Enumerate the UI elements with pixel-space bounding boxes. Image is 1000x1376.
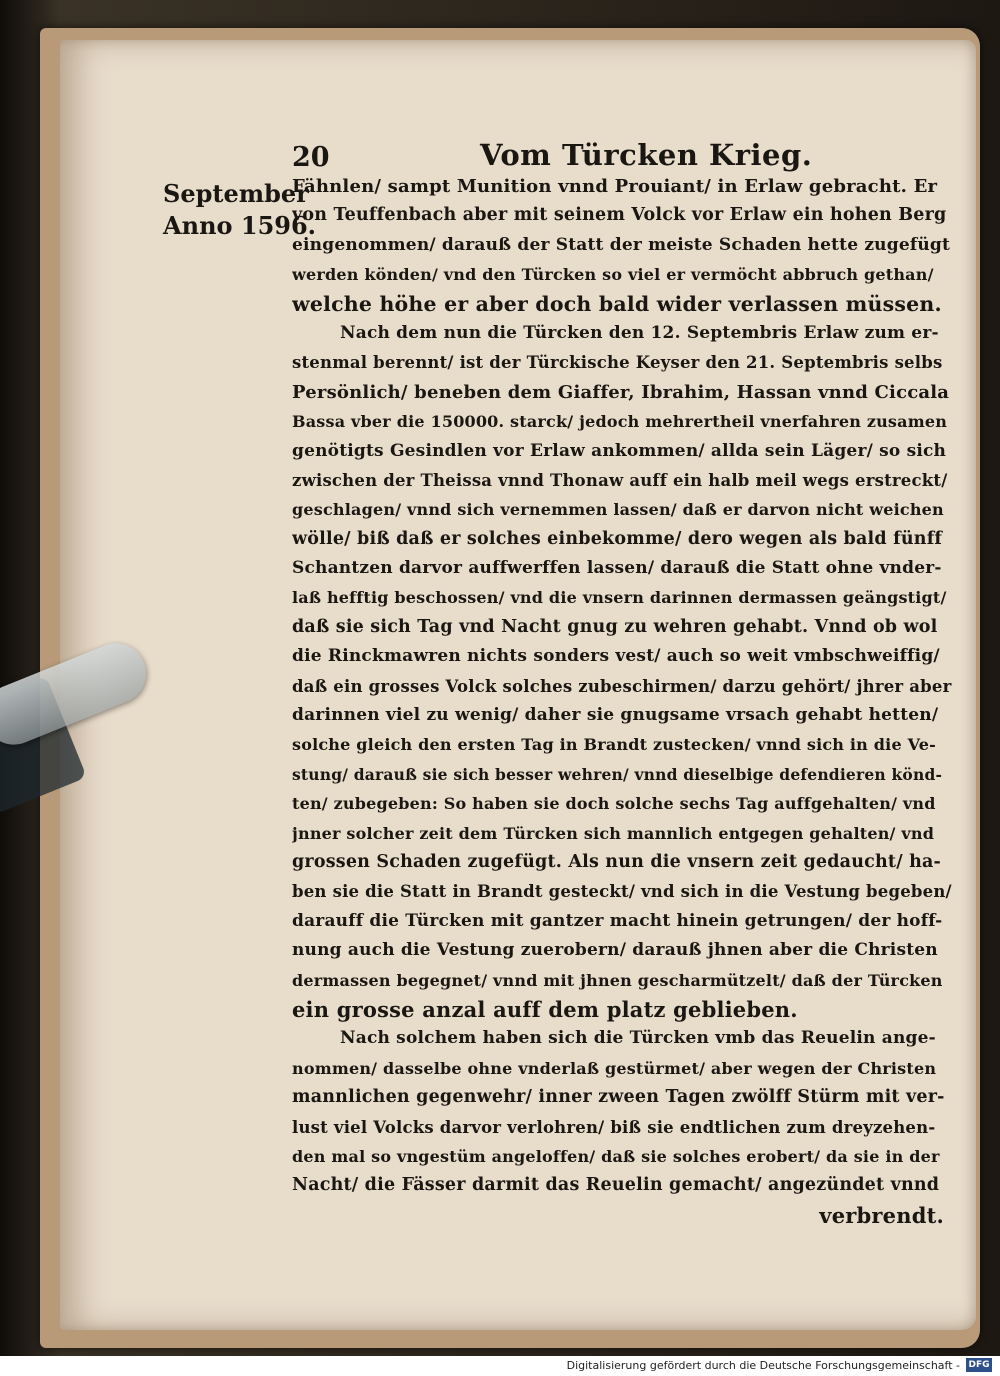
text-line: mannlichen gegenwehr/ inner zween Tagen zwölff Stürm mit ver-	[292, 1087, 945, 1108]
text-line: geschlagen/ vnnd sich vernemmen lassen/ daß er darvon nicht weichen	[292, 500, 944, 520]
text-line: Nacht/ die Fässer darmit das Reuelin gemacht/ angezündet vnnd	[292, 1175, 940, 1196]
text-line: lust viel Volcks darvor verlohren/ biß sie endtlichen zum dreyzehen-	[292, 1117, 936, 1137]
text-line: dermassen begegnet/ vnnd mit jhnen gescharmützelt/ daß der Türcken	[292, 970, 943, 990]
text-line: nommen/ dasselbe ohne vnderlaß gestürmet/ aber wegen der Christen	[292, 1058, 937, 1078]
text-line: die Rinckmawren nichts sonders vest/ auch so weit vmbschweiffig/	[292, 646, 940, 667]
text-line: grossen Schaden zugefügt. Als nun die vnsern zeit gedaucht/ ha-	[292, 851, 942, 872]
text-line: darauff die Türcken mit gantzer macht hinein getrungen/ der hoff-	[292, 910, 943, 931]
text-line: ben sie die Statt in Brandt gesteckt/ vnd sich in die Vestung begeben/	[292, 882, 952, 902]
text-line: Bassa vber die 150000. starck/ jedoch mehrertheil vnerfahren zusamen	[292, 412, 948, 432]
running-head: Vom Türcken Krieg.	[480, 138, 813, 172]
text-line: Nach dem nun die Türcken den 12. Septembris Erlaw zum er-	[340, 322, 939, 343]
text-line: daß sie sich Tag vnd Nacht gnug zu wehren gehabt. Vnnd ob wol	[292, 616, 938, 637]
text-line: solche gleich den ersten Tag in Brandt zustecken/ vnnd sich in die Ve-	[292, 735, 936, 755]
text-line: jnner solcher zeit dem Türcken sich mannlich entgegen gehalten/ vnd	[292, 823, 935, 843]
text-line: darinnen viel zu wenig/ daher sie gnugsame vrsach gehabt hetten/	[292, 705, 939, 726]
body-text	[292, 172, 952, 1230]
margin-note-year: Anno 1596.	[163, 211, 317, 240]
text-line: welche höhe er aber doch bald wider verlassen müssen.	[292, 291, 942, 316]
text-line: genötigts Gesindlen vor Erlaw ankommen/ allda sein Läger/ so sich	[292, 440, 947, 461]
text-line: laß hefftig beschossen/ vnd die vnsern darinnen dermassen geängstigt/	[292, 588, 947, 608]
text-line: Schantzen darvor auffwerffen lassen/ darauß die Statt ohne vnder-	[292, 558, 942, 579]
text-line: wölle/ biß daß er solches einbekomme/ dero wegen als bald fünff	[292, 528, 943, 549]
text-line: daß ein grosses Volck solches zubeschirmen/ darzu gehört/ jhrer aber	[292, 676, 952, 696]
footer-credit: Digitalisierung gefördert durch die Deutsche Forschungsgemeinschaft -	[566, 1359, 960, 1372]
page-number: 20	[292, 142, 330, 173]
text-line: stung/ darauß sie sich besser wehren/ vnnd dieselbige defendieren könd-	[292, 764, 943, 784]
text-line: nung auch die Vestung zuerobern/ darauß jhnen aber die Christen	[292, 940, 938, 961]
dfg-logo: DFG	[966, 1358, 992, 1372]
text-line: verbrendt.	[819, 1202, 944, 1228]
text-line: von Teuffenbach aber mit seinem Volck vor Erlaw ein hohen Berg	[292, 205, 947, 226]
text-line: eingenommen/ darauß der Statt der meiste Schaden hette zugefügt	[292, 234, 951, 255]
text-line: Fähnlen/ sampt Munition vnnd Prouiant/ in Erlaw gebracht. Er	[292, 176, 938, 197]
text-line: Persönlich/ beneben dem Giaffer, Ibrahim, Hassan vnnd Ciccala	[292, 381, 950, 403]
text-line: den mal so vngestüm angeloffen/ daß sie solches erobert/ da sie in der	[292, 1146, 940, 1166]
text-line: ein grosse anzal auff dem platz geblieben.	[292, 996, 798, 1022]
text-line: zwischen der Theissa vnnd Thonaw auff ein halb meil wegs erstreckt/	[292, 470, 948, 490]
margin-note-month: September	[163, 179, 309, 208]
text-line: Nach solchem haben sich die Türcken vmb das Reuelin ange-	[340, 1028, 936, 1049]
text-line: werden könden/ vnd den Türcken so viel er vermöcht abbruch gethan/	[292, 265, 934, 285]
text-line: ten/ zubegeben: So haben sie doch solche sechs Tag auffgehalten/ vnd	[292, 794, 936, 814]
text-line: stenmal berennt/ ist der Türckische Keyser den 21. Septembris selbs	[292, 353, 943, 373]
